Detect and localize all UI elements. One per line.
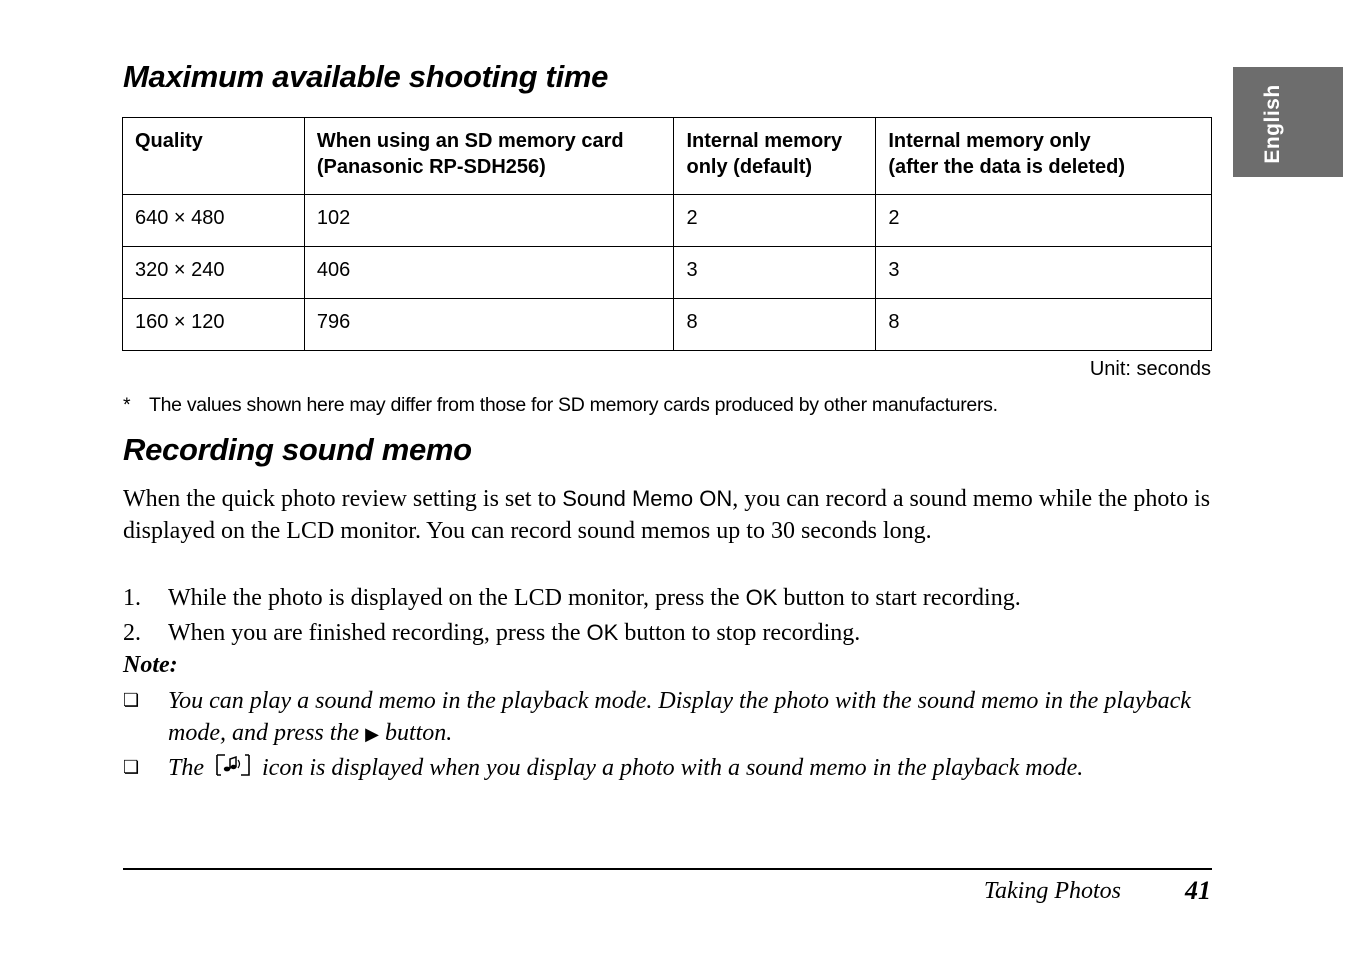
cell-sd-card: 796 xyxy=(304,299,674,351)
note-label: Note: xyxy=(123,652,178,678)
header-internal-default: Internal memory only (default) xyxy=(674,118,876,195)
intro-paragraph: When the quick photo review setting is set to Sound Memo ON, you can record a sound memo while the photo is displayed on the LCD monitor. You can record sound memos up to 30 seconds long. xyxy=(123,486,1211,544)
cell-quality: 320 × 240 xyxy=(123,247,305,299)
checkbox-bullet-icon: ❏ xyxy=(123,690,140,711)
cell-internal-deleted: 3 xyxy=(876,247,1212,299)
table-row xyxy=(123,247,1212,299)
cell-internal-deleted: 2 xyxy=(876,195,1212,247)
table-unit-label: Unit: seconds xyxy=(1089,358,1211,380)
footer-chapter-title: Taking Photos xyxy=(983,878,1121,904)
step-number: 1. xyxy=(123,585,141,611)
footnote-mark: * xyxy=(123,394,131,416)
header-sd-card: When using an SD memory card (Panasonic RP-SDH256) xyxy=(304,118,674,195)
shooting-time-table xyxy=(122,117,1212,351)
section-title-sound-memo: Recording sound memo xyxy=(123,432,472,467)
header-internal-deleted: Internal memory only (after the data is deleted) xyxy=(876,118,1212,195)
note-item: ❏ You can play a sound memo in the playback mode. Display the photo with the sound memo in the playback mode, and press the ▶ button. xyxy=(123,685,1213,750)
section-title-shooting-time: Maximum available shooting time xyxy=(123,59,609,94)
cell-internal-deleted: 8 xyxy=(876,299,1212,351)
cell-internal-default: 3 xyxy=(674,247,876,299)
footer-rule xyxy=(123,868,1212,870)
sound-memo-icon xyxy=(214,752,252,787)
cell-quality: 160 × 120 xyxy=(123,299,305,351)
cell-internal-default: 2 xyxy=(674,195,876,247)
note-item: ❏ The icon is displayed when you display a photo with a sound memo in the playback mode. xyxy=(123,752,1213,787)
step-item: 1. While the photo is displayed on the LCD monitor, press the OK button to start recording. xyxy=(123,582,1213,614)
footnote-text: The values shown here may differ from those for SD memory cards produced by other manufacturers. xyxy=(149,394,998,416)
cell-sd-card: 406 xyxy=(304,247,674,299)
checkbox-bullet-icon: ❏ xyxy=(123,757,140,778)
footnote xyxy=(123,394,1213,417)
ok-button-name: OK xyxy=(745,585,778,610)
table-header-row xyxy=(123,118,1212,195)
table-row xyxy=(123,299,1212,351)
language-tab-label: English xyxy=(1261,84,1284,164)
cell-sd-card: 102 xyxy=(304,195,674,247)
page-number: 41 xyxy=(1185,876,1211,905)
language-tab xyxy=(1233,67,1343,177)
cell-quality: 640 × 480 xyxy=(123,195,305,247)
header-quality: Quality xyxy=(123,118,305,195)
step-number: 2. xyxy=(123,620,141,646)
cell-internal-default: 8 xyxy=(674,299,876,351)
setting-name: Sound Memo ON xyxy=(562,486,733,511)
step-item: 2. When you are finished recording, press the OK button to stop recording. xyxy=(123,617,1213,649)
table-row xyxy=(123,195,1212,247)
ok-button-name: OK xyxy=(586,620,619,645)
play-triangle-icon: ▶ xyxy=(365,724,379,744)
